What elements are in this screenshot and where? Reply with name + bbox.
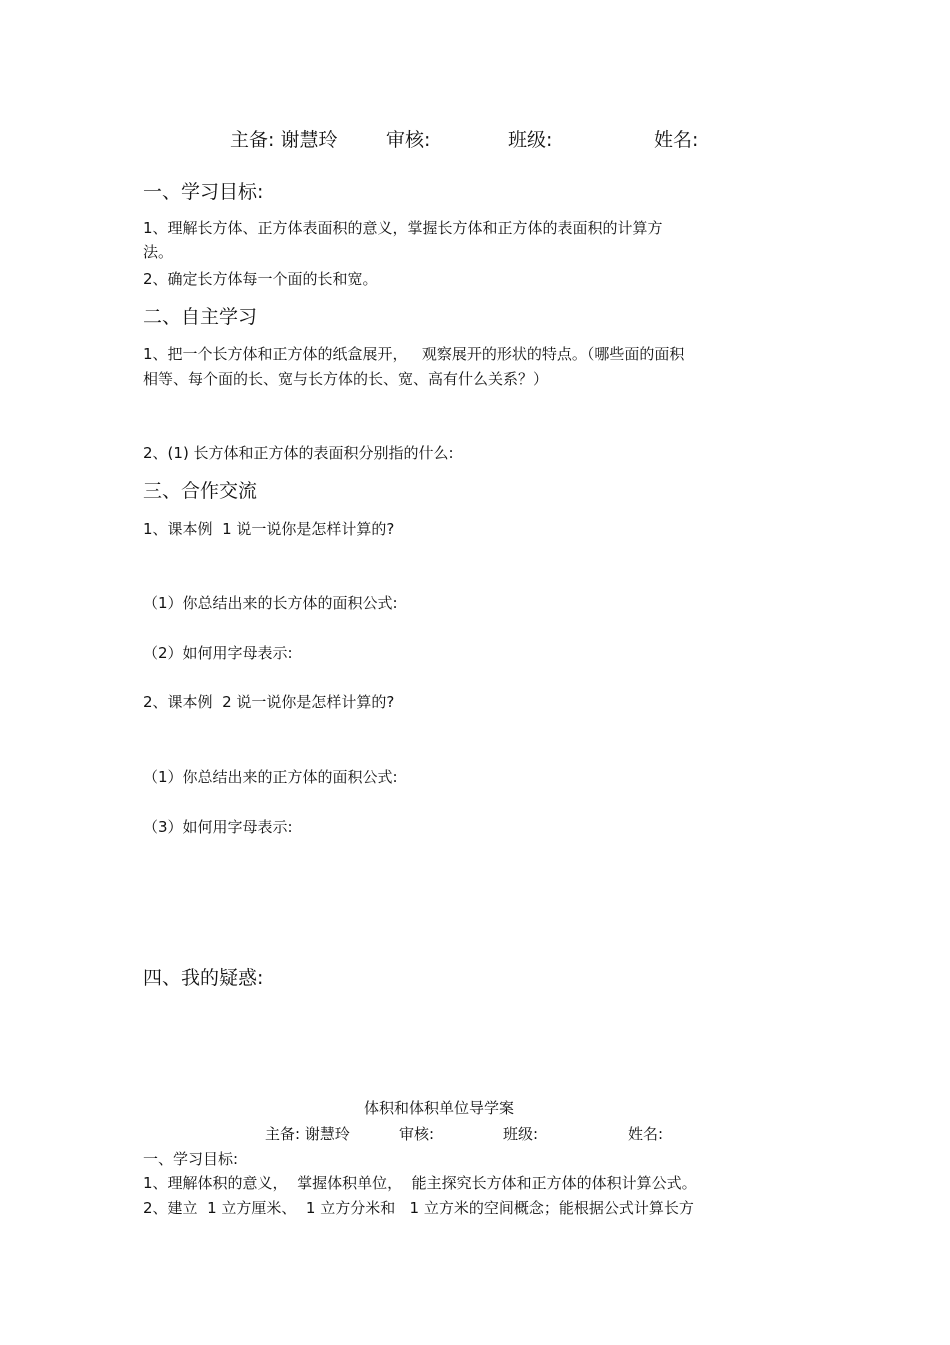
- cooperation-item-2-sub-2: （3）如何用字母表示:: [143, 818, 293, 836]
- doc2-reviewer-label: 审核:: [399, 1125, 435, 1143]
- cooperation-item-1-sub-1: （1）你总结出来的长方体的面积公式:: [143, 594, 398, 612]
- preparer-label: 主备: 谢慧玲: [230, 129, 338, 151]
- goal-item-1-line-1: 1、理解长方体、正方体表面积的意义，掌握长方体和正方体的表面积的计算方: [143, 219, 663, 237]
- self-study-item-1-line-1: 1、把一个长方体和正方体的纸盒展开， 观察展开的形状的特点。（哪些面的面积: [143, 345, 685, 363]
- doc2-section-heading-goals: 一、学习目标:: [143, 1150, 239, 1168]
- cooperation-item-1: 1、课本例 1 说一说你是怎样计算的?: [143, 520, 395, 538]
- cooperation-item-1-sub-2: （2）如何用字母表示:: [143, 644, 293, 662]
- doc2-class-label: 班级:: [503, 1125, 539, 1143]
- cooperation-item-2: 2、课本例 2 说一说你是怎样计算的?: [143, 693, 395, 711]
- doc2-goal-item-2: 2、建立 1 立方厘米、 1 立方分米和 1 立方米的空间概念；能根据公式计算长方: [143, 1199, 694, 1217]
- cooperation-item-2-sub-1: （1）你总结出来的正方体的面积公式:: [143, 768, 398, 786]
- section-heading-questions: 四、我的疑惑:: [143, 967, 264, 989]
- goal-item-2: 2、确定长方体每一个面的长和宽。: [143, 270, 378, 288]
- section-heading-cooperation: 三、合作交流: [143, 480, 258, 502]
- reviewer-label: 审核:: [386, 129, 431, 151]
- doc2-preparer-label: 主备: 谢慧玲: [265, 1125, 350, 1143]
- self-study-item-2: 2、(1) 长方体和正方体的表面积分别指的什么:: [143, 444, 454, 462]
- section-heading-self-study: 二、自主学习: [143, 306, 258, 328]
- self-study-item-1-line-2: 相等、每个面的长、宽与长方体的长、宽、高有什么关系？）: [143, 370, 549, 388]
- doc2-name-label: 姓名:: [628, 1125, 664, 1143]
- doc2-title: 体积和体积单位导学案: [364, 1099, 515, 1117]
- class-label: 班级:: [508, 129, 553, 151]
- goal-item-1-line-2: 法。: [143, 243, 174, 261]
- name-label: 姓名:: [654, 129, 699, 151]
- section-heading-goals: 一、学习目标:: [143, 181, 264, 203]
- doc2-goal-item-1: 1、理解体积的意义， 掌握体积单位， 能主探究长方体和正方体的体积计算公式。: [143, 1174, 697, 1192]
